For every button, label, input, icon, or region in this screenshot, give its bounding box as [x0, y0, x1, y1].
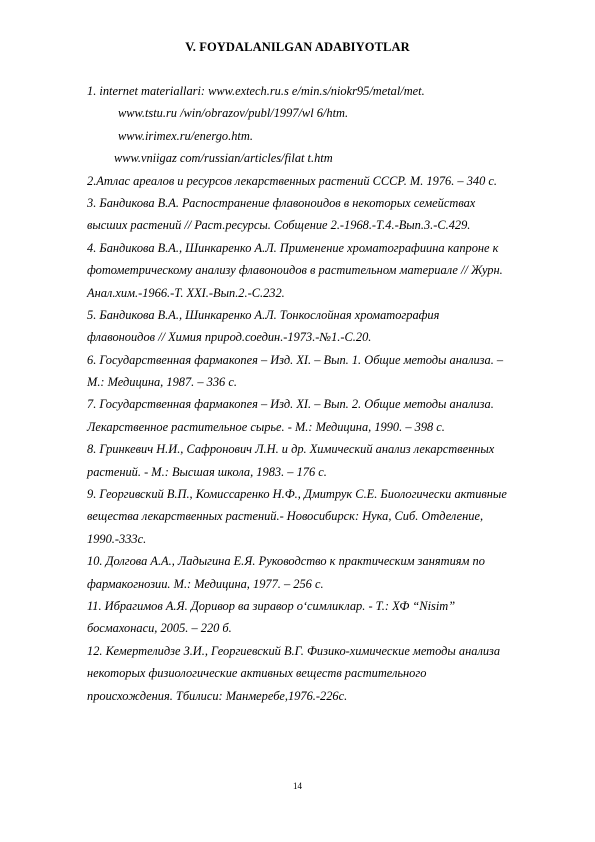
reference-line: 1. internet materiallari: www.extech.ru.s e/min.s/niokr95/metal/met.: [87, 84, 425, 98]
reference-line: Анал.хим.-1966.-Т. XXI.-Вып.2.-С.232.: [87, 285, 285, 300]
reference-line: www.vniigaz com/russian/articles/filat t.htm: [114, 151, 333, 166]
reference-line: флавоноидов // Химия природ.соедин.-1973.-№1.-С.20.: [87, 330, 372, 345]
reference-line: 12. Кемертелидзе З.И., Георгиевский В.Г. Физико-химические методы анализа: [87, 643, 501, 658]
reference-line: фотометрическому анализу флавоноидов в растительном материале // Журн.: [87, 263, 503, 278]
reference-line: 10. Долгова А.А., Ладыгина Е.Я. Руководство к практическим занятиям по: [87, 554, 485, 569]
page-number: 14: [293, 781, 302, 791]
reference-line: 8. Гринкевич Н.И., Сафронович Л.Н. и др. Химический анализ лекарственных: [87, 442, 495, 457]
reference-line: www.irimex.ru/energo.htm.: [118, 128, 253, 143]
reference-line: происхождения. Тбилиси: Манмеребе,1976.-226с.: [87, 688, 348, 703]
reference-line: 6. Государственная фармакопея – Изд. XI. – Вып. 1. Общие методы анализа. –: [87, 352, 504, 367]
reference-line: 3. Бандикова В.А. Распостранение флавоноидов в некоторых семействах: [87, 195, 476, 210]
reference-line: www.tstu.ru /win/obrazov/publ/1997/wl 6/htm.: [118, 106, 349, 121]
reference-line: 5. Бандикова В.А., Шинкаренко А.Л. Тонкослойная хроматография: [87, 307, 440, 322]
reference-line: босмахонаси, 2005. – 220 б.: [87, 621, 232, 636]
reference-line: 2.Атлас ареалов и ресурсов лекарственных растений СССР. М. 1976. – 340 с.: [87, 173, 497, 188]
reference-line: 1990.-333с.: [87, 531, 147, 546]
reference-list: [87, 80, 577, 707]
reference-line: растений. - М.: Высшая школа, 1983. – 176 с.: [87, 464, 327, 479]
reference-line: Лекарственное растительное сырье. - М.: Медицина, 1990. – 398 с.: [87, 419, 445, 434]
reference-line: 7. Государственная фармакопея – Изд. XI. – Вып. 2. Общие методы анализа.: [87, 397, 494, 412]
reference-line: 4. Бандикова В.А., Шинкаренко А.Л. Применение хроматографиина капроне к: [87, 240, 499, 255]
reference-line: 9. Георгивский В.П., Комиссаренко Н.Ф., Дмитрук С.Е. Биологически активные: [87, 487, 507, 502]
reference-line: фармакогнозии. М.: Медицина, 1977. – 256 с.: [87, 576, 324, 591]
reference-line: М.: Медицина, 1987. – 336 с.: [87, 375, 237, 390]
reference-line: высших растений // Раст.ресурсы. Собщение 2.-1968.-Т.4.-Вып.3.-С.429.: [87, 218, 471, 233]
reference-line: некоторых физиологические активных веществ растительного: [87, 666, 427, 681]
reference-line: вещества лекарственных растений.- Новосибирск: Нука, Сиб. Отделение,: [87, 509, 484, 524]
page-title: V. FOYDALANILGAN ADABIYOTLAR: [185, 40, 410, 54]
reference-line: 11. Ибрагимов А.Я. Доривор ва зиравор о‘симликлар. - Т.: ХФ “Nisim”: [87, 598, 456, 613]
